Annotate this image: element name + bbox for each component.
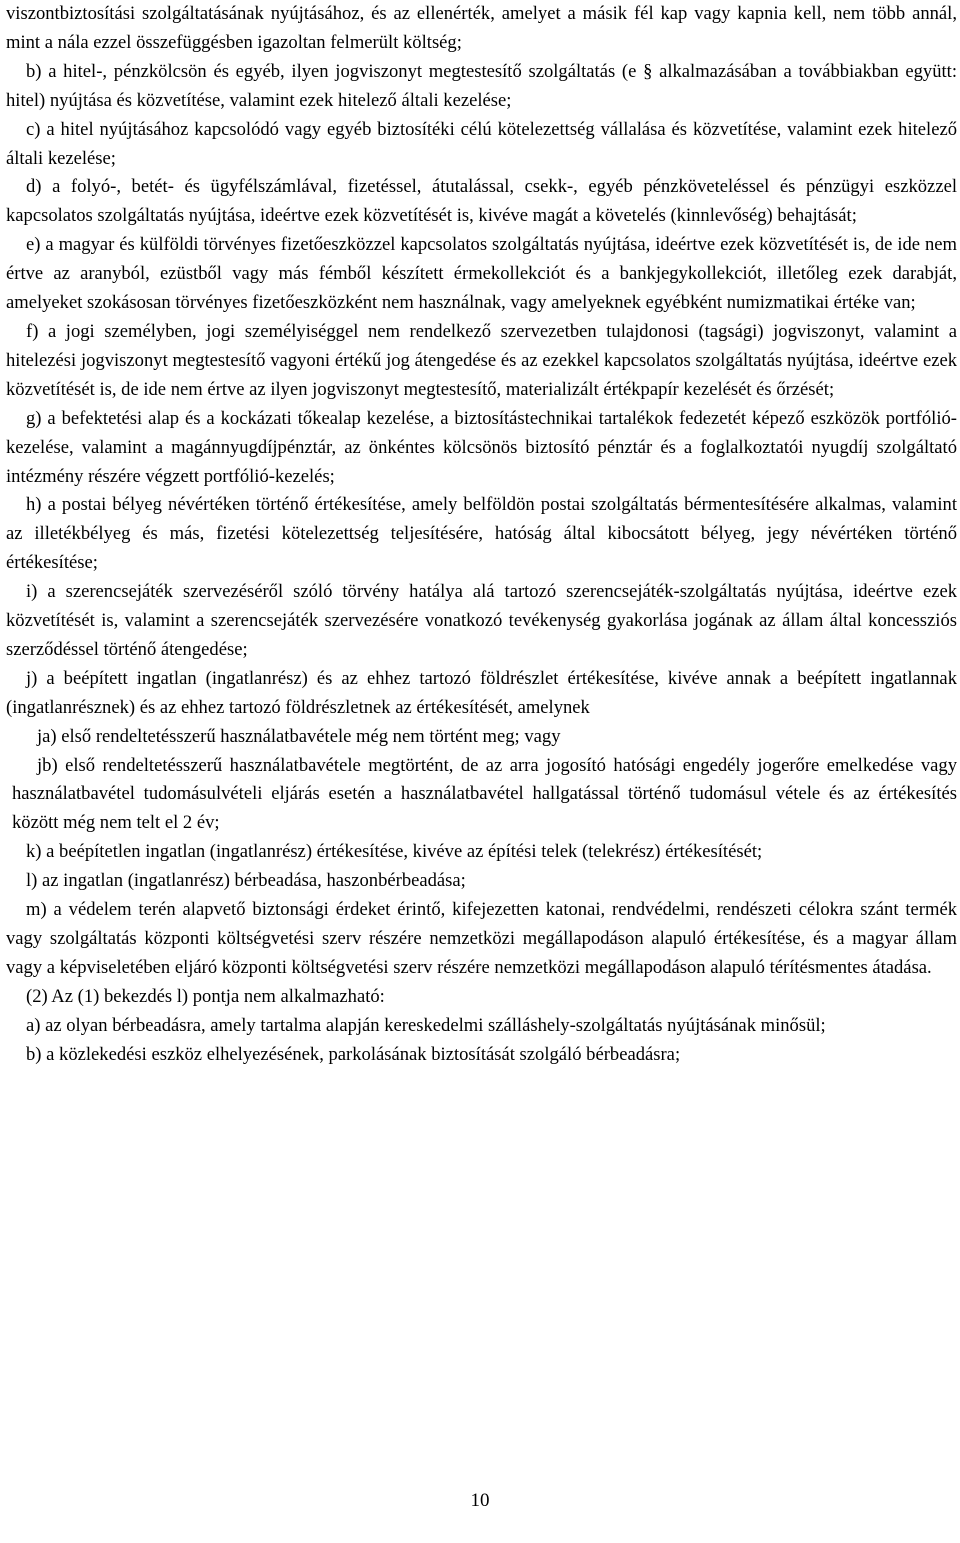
paragraph-l: l) az ingatlan (ingatlanrész) bérbeadása, haszonbérbeadása; xyxy=(26,870,466,892)
subparagraph-ja: ja) első rendeltetésszerű használatbavétele még nem történt meg; vagy xyxy=(37,725,561,747)
paragraph-e: e) a magyar és külföldi törvényes fizetőeszközzel kapcsolatos szolgáltatás nyújtása, ideértve ezek közvetítését is, de ide nem értve az aranyból, ezüstből vagy más fémből készített érmekollekciót és a bankjegykollekciót, illetőleg ezek darabját, amelyeket szokásosan törvényes fizetőeszközként nem használnak, vagy amelyeknek egyébként numizmatikai értéke van; xyxy=(6,234,957,314)
section-2-item-b: b) a közlekedési eszköz elhelyezésének, parkolásának biztosítását szolgáló bérbeadásra; xyxy=(26,1043,681,1065)
paragraph-g: g) a befektetési alap és a kockázati tőkealap kezelése, a biztosítástechnikai tartalékok fedezetét képező eszközök portfólió-kezelése, valamint a magánnyugdíjpénztár, az önkéntes kölcsönös biztosító pénztár és a foglalkoztatói nyugdíj szolgáltató intézmény részére végzett portfólió-kezelés; xyxy=(6,407,957,487)
paragraph-b: b) a hitel-, pénzkölcsön és egyéb, ilyen jogviszonyt megtestesítő szolgáltatás (e § alkalmazásában a továbbiakban együtt: hitel) nyújtása és közvetítése, valamint ezek hitelező általi kezelése; xyxy=(6,60,957,111)
subparagraph-jb: jb) első rendeltetésszerű használatbavétele megtörtént, de az arra jogosító hatósági engedély jogerőre emelkedése vagy használatbavétel tudomásulvételi eljárás esetén a használatbavétel hallgatással történő tudomásul vétele és az értékesítés között még nem telt el 2 év; xyxy=(12,754,957,834)
page-number: 10 xyxy=(470,1490,490,1511)
paragraph-h: h) a postai bélyeg névértéken történő értékesítése, amely belföldön postai szolgáltatás bérmentesítésére alkalmas, valamint az illetékbélyeg és más, fizetési kötelezettség teljesítésére, hatóság által kibocsátott bélyeg, jegy névértéken történő értékesítése; xyxy=(6,494,957,574)
paragraph-k: k) a beépítetlen ingatlan (ingatlanrész) értékesítése, kivéve az építési telek (telekrész) értékesítését; xyxy=(26,841,763,863)
paragraph-f: f) a jogi személyben, jogi személyiséggel nem rendelkező szervezetben tulajdonosi (tagsági) jogviszonyt, valamint a hitelezési jogviszonyt megtestesítő vagyoni értékű jog átengedése és az ezekkel kapcsolatos szolgáltatás nyújtása, ideértve ezek közvetítését is, de ide nem értve az ilyen jogviszonyt megtestesítő, materializált értékpapír kezelését és őrzését; xyxy=(6,320,957,400)
paragraph-j: j) a beépített ingatlan (ingatlanrész) és az ehhez tartozó földrészlet értékesítése, kivéve annak a beépített ingatlannak (ingatlanrésznek) és az ehhez tartozó földrészletnek az értékesítését, amelynek xyxy=(6,667,957,718)
paragraph-d: d) a folyó-, betét- és ügyfélszámlával, fizetéssel, átutalással, csekk-, egyéb pénzköveteléssel és pénzügyi eszközzel kapcsolatos szolgáltatás nyújtása, ideértve ezek közvetítését is, kivéve magát a követelés (kinnlevőség) behajtását; xyxy=(6,176,957,227)
paragraph-c: c) a hitel nyújtásához kapcsolódó vagy egyéb biztosítéki célú kötelezettség vállalása és közvetítése, valamint ezek hitelező általi kezelése; xyxy=(6,118,957,169)
paragraph-m: m) a védelem terén alapvető biztonsági érdeket érintő, kifejezetten katonai, rendvédelmi, rendészeti célokra szánt termék vagy szolgáltatás központi költségvetési szerv részére nemzetközi megállapodáson alapuló értékesítése, és a magyar állam vagy a képviseletében eljáró központi költségvetési szerv részére nemzetközi megállapodáson alapuló térítésmentes átadása. xyxy=(6,899,957,978)
section-2-heading: (2) Az (1) bekezdés l) pontja nem alkalmazható: xyxy=(26,985,385,1007)
document-page xyxy=(6,0,957,1070)
paragraph-i: i) a szerencsejáték szervezéséről szóló törvény hatálya alá tartozó szerencsejáték-szolgáltatás nyújtása, ideértve ezek közvetítését is, valamint a szerencsejáték szervezésére vonatkozó tevékenység gyakorlása jogának az állam által koncessziós szerződéssel történő átengedése; xyxy=(6,581,957,660)
section-2-item-a: a) az olyan bérbeadásra, amely tartalma alapján kereskedelmi szálláshely-szolgáltatás nyújtásának minősül; xyxy=(26,1014,826,1036)
paragraph-continuation: viszontbiztosítási szolgáltatásának nyújtásához, és az ellenérték, amelyet a másik fél kap vagy kapnia kell, nem több annál, mint a nála ezzel összefüggésben igazoltan felmerült költség; xyxy=(6,3,957,53)
